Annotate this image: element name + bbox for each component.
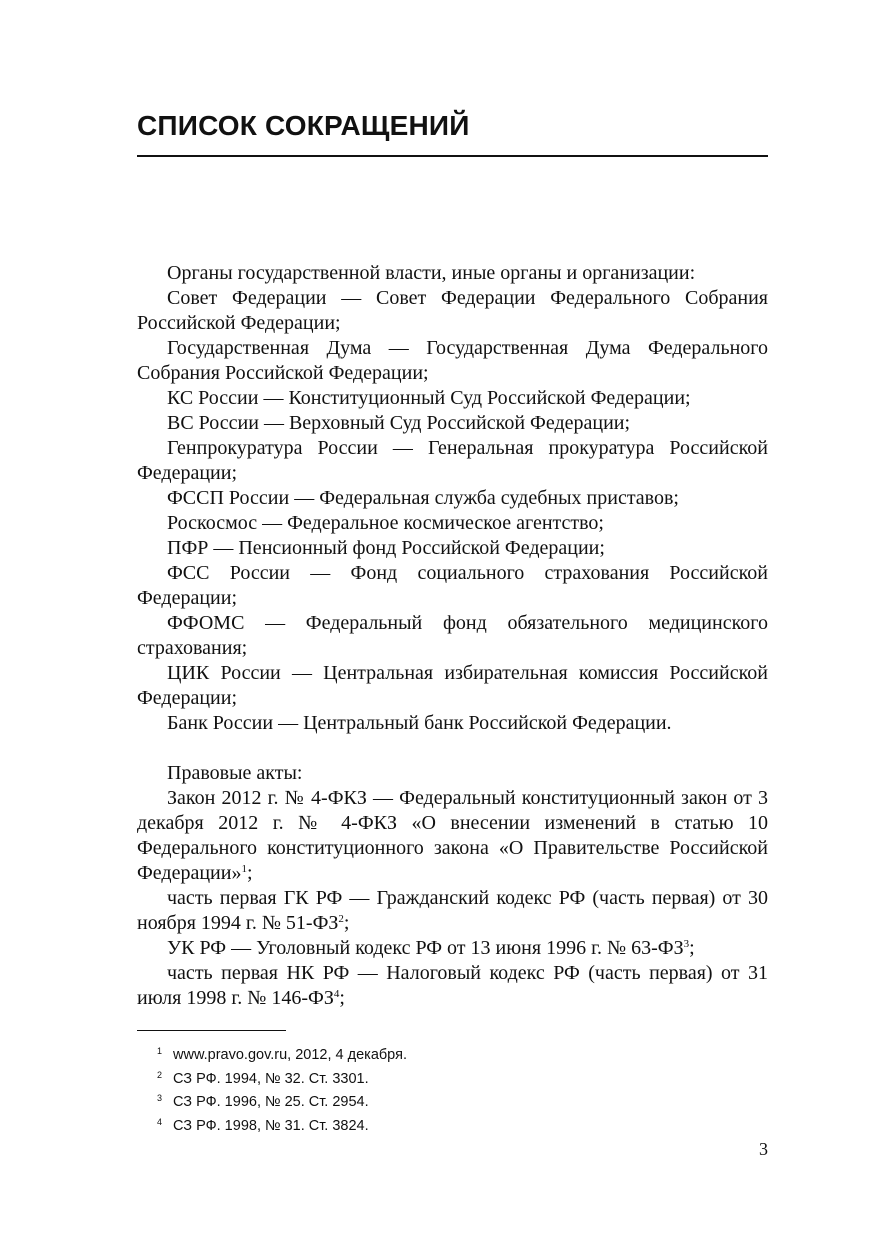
legal-act-text: часть первая НК РФ — Налоговый кодекс РФ (часть первая) от 31 июля 1998 г. № 146-ФЗ: [137, 962, 768, 1009]
footnote-number: 2: [157, 1069, 163, 1080]
legal-act-text: часть первая ГК РФ — Гражданский кодекс РФ (часть первая) от 30 ноября 1994 г. № 51-ФЗ: [137, 887, 768, 934]
footnote-text: www.pravo.gov.ru, 2012, 4 декабря.: [173, 1047, 407, 1063]
section-intro-legal-acts: Правовые акты:: [167, 762, 303, 784]
legal-act-entry: [137, 961, 768, 1011]
footnote-number: 1: [157, 1046, 163, 1056]
entry-tail: ;: [343, 912, 350, 934]
abbreviation-entry: Роскосмос — Федеральное космическое агентство;: [167, 512, 604, 534]
page-number: 3: [759, 1139, 768, 1159]
footnote: [157, 1042, 757, 1066]
footnote-ref: 3: [683, 938, 690, 950]
footnote-ref: 2: [338, 913, 344, 925]
footnote-number: 3: [157, 1093, 163, 1103]
abbreviation-entry: ПФР — Пенсионный фонд Российской Федерации;: [167, 537, 605, 559]
footnote: [157, 1066, 757, 1090]
entry-tail: ;: [246, 862, 253, 884]
legal-act-text: УК РФ — Уголовный кодекс РФ от 13 июня 1996 г. № 63-ФЗ: [167, 937, 684, 959]
page-title: СПИСОК СОКРАЩЕНИЙ: [137, 110, 470, 141]
footnotes: [157, 1042, 757, 1136]
legal-act-entry: [137, 936, 768, 961]
footnote-divider: [137, 1030, 286, 1031]
abbreviation-entry: ФФОМС — Федеральный фонд обязательного медицинского страхования;: [137, 612, 768, 659]
legal-act-entry: [137, 786, 768, 886]
abbreviation-entry: Государственная Дума — Государственная Дума Федерального Собрания Российской Федерации;: [137, 337, 768, 384]
abbreviations-body: [137, 261, 768, 1011]
abbreviation-entry: ФСС России — Фонд социального страхования Российской Федерации;: [137, 562, 768, 609]
footnote-ref: 4: [333, 988, 340, 1000]
footnote-text: СЗ РФ. 1998, № 31. Ст. 3824.: [173, 1117, 369, 1134]
abbreviation-entry: Генпрокуратура России — Генеральная прокуратура Российской Федерации;: [137, 437, 768, 484]
abbreviation-entry: Банк России — Центральный банк Российской Федерации.: [167, 712, 672, 734]
legal-act-text: Закон 2012 г. № 4-ФКЗ — Федеральный конституционный закон от 3 декабря 2012 г. № 4-ФКЗ «О внесении изменений в статью 10 Федерального конституционного закона «О Правительстве Российской Федерации»: [137, 787, 768, 884]
footnote: [157, 1089, 757, 1113]
section-intro-authorities: Органы государственной власти, иные органы и организации:: [167, 262, 696, 284]
legal-act-entry: [137, 886, 768, 936]
footnote-text: СЗ РФ. 1996, № 25. Ст. 2954.: [173, 1094, 369, 1110]
title-divider: [137, 155, 768, 157]
abbreviation-entry: Совет Федерации — Совет Федерации Федерального Собрания Российской Федерации;: [137, 287, 768, 334]
footnote-text: СЗ РФ. 1994, № 32. Ст. 3301.: [173, 1070, 369, 1087]
abbreviation-entry: ФССП России — Федеральная служба судебных приставов;: [167, 487, 679, 509]
abbreviation-entry: КС России — Конституционный Суд Российской Федерации;: [167, 387, 691, 409]
abbreviation-entry: ВС России — Верховный Суд Российской Федерации;: [167, 412, 631, 434]
entry-tail: ;: [689, 937, 695, 959]
entry-tail: ;: [339, 987, 345, 1009]
footnote: [157, 1113, 757, 1137]
footnote-number: 4: [157, 1116, 163, 1127]
footnote-ref: 1: [241, 863, 247, 875]
section-spacer: [137, 736, 768, 761]
abbreviation-entry: ЦИК России — Центральная избирательная комиссия Российской Федерации;: [137, 662, 768, 709]
